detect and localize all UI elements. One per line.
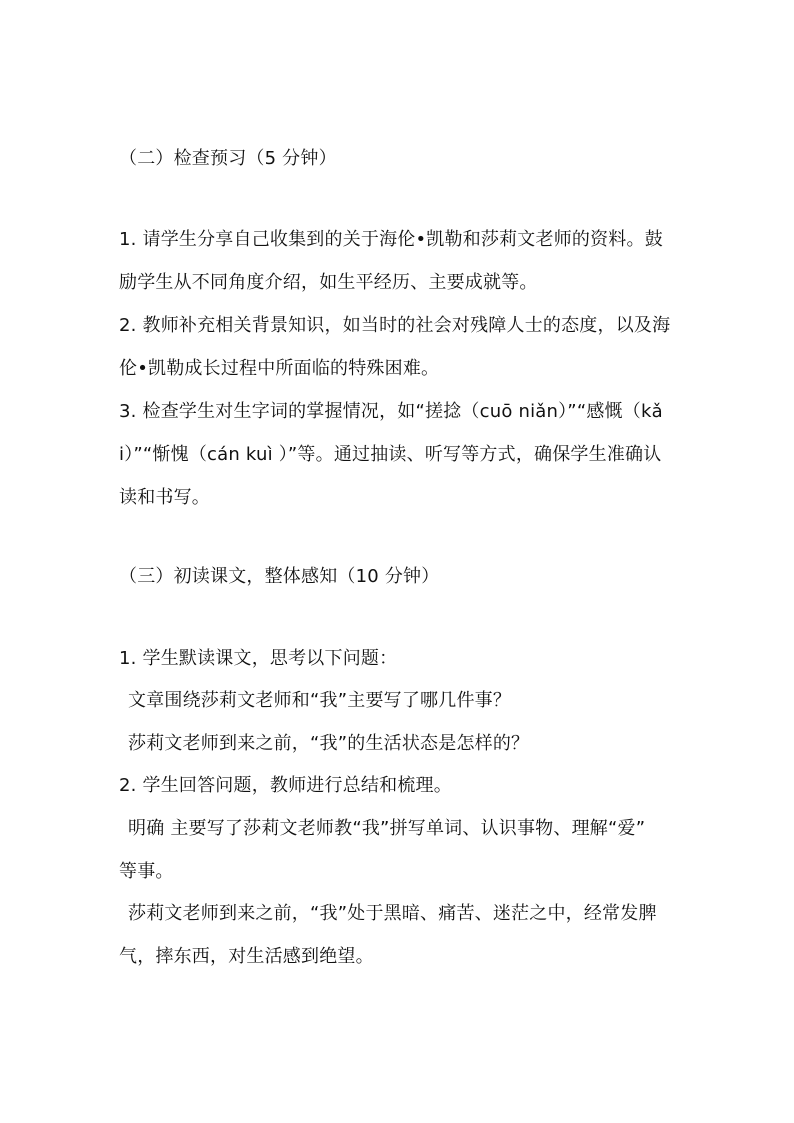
answer-line: 明确 主要写了莎莉文老师教“我”拼写单词、认识事物、理解“爱”: [128, 818, 646, 839]
section-heading-first-reading: （三）初读课文，整体感知（10 分钟）: [119, 566, 440, 587]
paragraph-line: 励学生从不同角度介绍，如生平经历、主要成就等。: [119, 272, 538, 293]
paragraph-line: 2. 教师补充相关背景知识，如当时的社会对残障人士的态度，以及海: [119, 315, 671, 336]
paragraph-line: 2. 学生回答问题，教师进行总结和梳理。: [119, 775, 452, 796]
section-heading-preview-check: （二）检查预习（5 分钟）: [119, 148, 337, 169]
paragraph-line: 3. 检查学生对生字词的掌握情况，如“搓捻（cuō niǎn）”“感慨（kǎ: [119, 401, 663, 422]
paragraph-line: 等事。: [119, 861, 174, 882]
paragraph-line: 读和书写。: [119, 487, 210, 508]
question-line: 文章围绕莎莉文老师和“我”主要写了哪几件事？: [128, 690, 512, 711]
paragraph-line: 伦•凯勒成长过程中所面临的特殊困难。: [119, 358, 440, 379]
paragraph-line: i）”“惭愧（cán kuì ）”等。通过抽读、听写等方式，确保学生准确认: [119, 444, 662, 465]
answer-line: 莎莉文老师到来之前，“我”处于黑暗、痛苦、迷茫之中，经常发脾: [128, 903, 657, 924]
paragraph-line: 气，摔东西，对生活感到绝望。: [119, 946, 374, 967]
paragraph-line: 1. 请学生分享自己收集到的关于海伦•凯勒和莎莉文老师的资料。鼓: [119, 229, 663, 250]
question-line: 莎莉文老师到来之前，“我”的生活状态是怎样的？: [128, 733, 530, 754]
paragraph-line: 1. 学生默读课文，思考以下问题：: [119, 648, 398, 669]
